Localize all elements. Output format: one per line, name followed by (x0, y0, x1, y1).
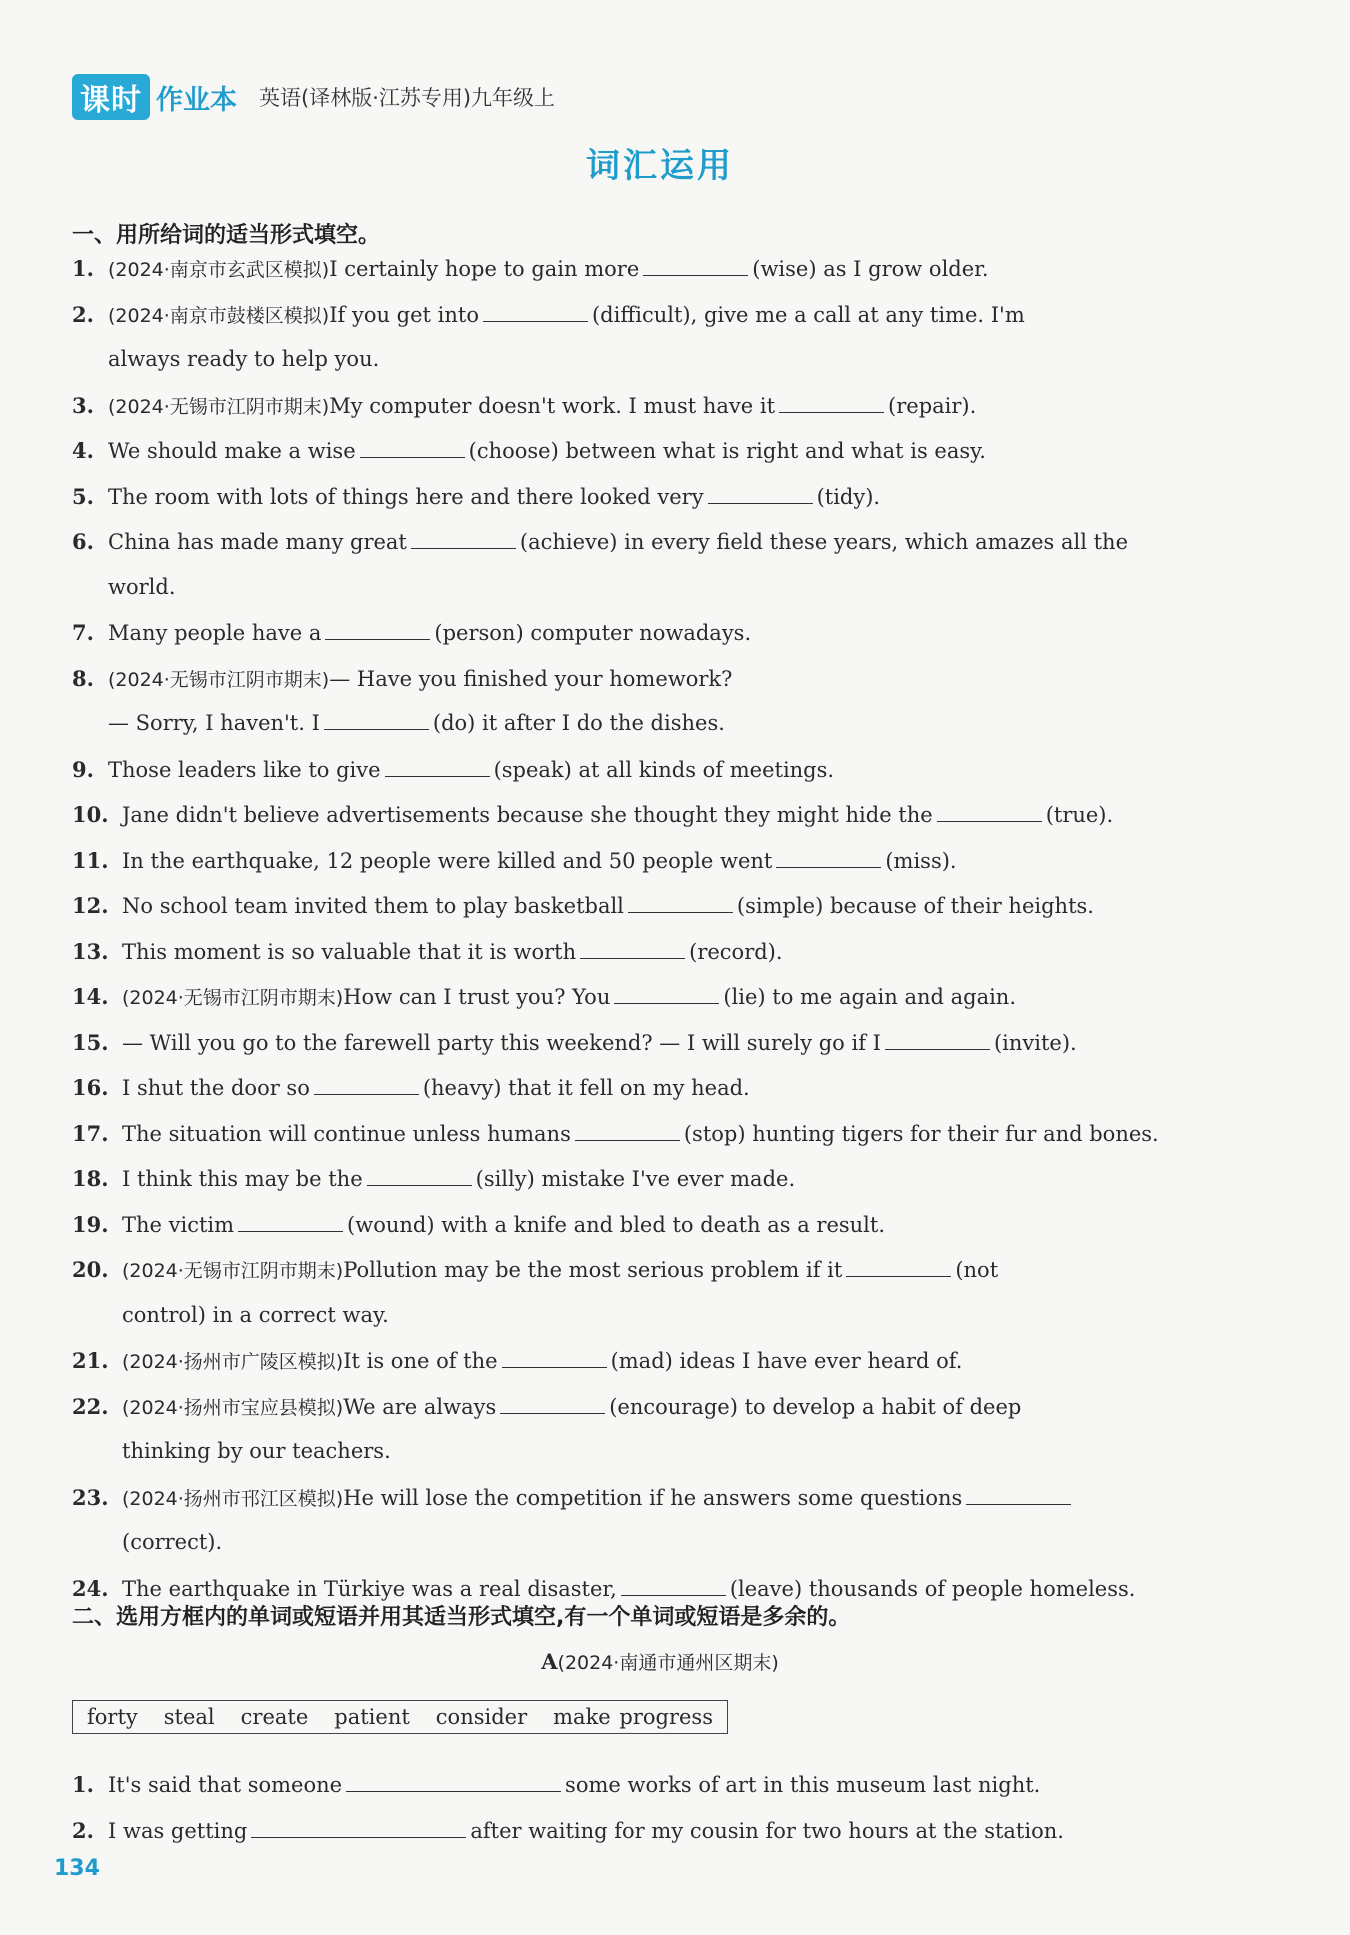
question-source: (2024·无锡市江阴市期末) (122, 1260, 344, 1282)
question-number: 17. (72, 1120, 109, 1146)
word-option: create (240, 1705, 309, 1729)
answer-blank[interactable] (580, 936, 685, 959)
question-text: If you get into (329, 302, 479, 327)
question-number: 4. (72, 438, 94, 463)
question-row (72, 1156, 1257, 1202)
question-text: The earthquake in Türkiye was a real disaster, (122, 1576, 617, 1601)
question-text: It is one of the (343, 1349, 498, 1373)
question-hint: (achieve) in every field these years, which amazes all the (519, 530, 1129, 554)
question-row (72, 883, 1257, 929)
section-1-heading: 一、用所给词的适当形式填空。 (72, 223, 381, 248)
question-row (72, 929, 1257, 975)
question-text: He will lose the competition if he answers some questions (343, 1485, 963, 1510)
question-hint: (lie) to me again and again. (723, 985, 1017, 1009)
question-text: China has made many great (108, 530, 407, 554)
answer-blank[interactable] (314, 1072, 419, 1095)
question-row (72, 1475, 1257, 1522)
question-text: In the earthquake, 12 people were killed and 50 people went (122, 848, 773, 873)
question-source: (2024·扬州市广陵区模拟) (122, 1351, 344, 1373)
question-text: Those leaders like to give (108, 757, 381, 782)
question-row (72, 792, 1257, 838)
question-hint: (wise) as I grow older. (752, 257, 989, 281)
question-row (72, 428, 1257, 474)
word-option: forty (87, 1705, 138, 1729)
question-row (72, 1111, 1257, 1157)
answer-blank[interactable] (575, 1118, 680, 1141)
question-source: (2024·无锡市江阴市期末) (122, 987, 344, 1009)
continuation-hint: (do) it after I do the dishes. (432, 711, 725, 735)
question-row (72, 1247, 1257, 1294)
question-text: I think this may be the (122, 1167, 363, 1191)
question-continuation (108, 337, 379, 382)
question-text: It's said that someone (108, 1773, 343, 1797)
question-number: 6. (72, 529, 94, 554)
question-row (72, 610, 1257, 656)
question-hint: (miss). (885, 848, 957, 873)
answer-blank[interactable] (885, 1027, 990, 1050)
sub-source: (2024·南通市通州区期末) (557, 1652, 779, 1674)
answer-blank[interactable] (385, 754, 490, 777)
brand-name: 作业本 (156, 84, 237, 116)
question-number: 16. (72, 1075, 109, 1100)
question-source: (2024·南京市玄武区模拟) (108, 259, 330, 281)
subject-label: 英语(译林版·江苏专用)九年级上 (259, 86, 556, 110)
question-row (72, 974, 1257, 1021)
question-hint: (invite). (993, 1030, 1077, 1055)
continuation-text: thinking by our teachers. (122, 1439, 391, 1463)
question-text: I certainly hope to gain more (329, 257, 640, 281)
answer-blank[interactable] (251, 1815, 466, 1838)
question-number: 3. (72, 392, 94, 418)
question-source: (2024·南京市鼓楼区模拟) (108, 304, 330, 327)
continuation-text: (correct). (122, 1530, 223, 1554)
answer-blank[interactable] (846, 1254, 951, 1277)
question-number: 15. (72, 1029, 109, 1055)
page-number: 134 (54, 1856, 100, 1881)
continuation-text: world. (108, 574, 176, 599)
question-number: 21. (72, 1348, 109, 1373)
answer-blank[interactable] (500, 1391, 605, 1414)
question-hint: (mad) ideas I have ever heard of. (610, 1349, 963, 1373)
question-continuation (122, 1520, 222, 1565)
question-source: (2024·无锡市江阴市期末) (108, 668, 330, 691)
question-row (72, 1065, 1257, 1111)
question-row (72, 246, 1257, 293)
question-number: 22. (72, 1393, 109, 1419)
question-number: 9. (72, 756, 94, 782)
question-row (72, 1808, 1257, 1854)
question-source: (2024·扬州市宝应县模拟) (122, 1396, 344, 1419)
question-text: — Have you finished your homework? (329, 666, 733, 691)
question-row (72, 1384, 1257, 1431)
sub-letter: A (541, 1649, 558, 1674)
question-row (72, 656, 1257, 703)
answer-blank[interactable] (367, 1163, 472, 1186)
answer-blank[interactable] (628, 890, 733, 913)
question-text-after: after waiting for my cousin for two hours at the station. (470, 1819, 1064, 1843)
continuation-text: control) in a correct way. (122, 1302, 389, 1327)
question-text: The victim (122, 1212, 235, 1237)
question-number: 11. (72, 847, 109, 873)
question-source: (2024·扬州市邗江区模拟) (122, 1487, 344, 1510)
answer-blank[interactable] (776, 845, 881, 868)
answer-blank[interactable] (779, 390, 884, 413)
question-number: 1. (72, 1772, 94, 1797)
word-option: consider (435, 1705, 528, 1729)
question-text: Many people have a (108, 621, 322, 645)
question-hint: (tidy). (816, 484, 881, 509)
question-row (72, 1202, 1257, 1248)
answer-blank[interactable] (238, 1209, 343, 1232)
answer-blank[interactable] (614, 981, 719, 1004)
answer-blank[interactable] (324, 707, 429, 730)
question-row (72, 474, 1257, 520)
question-number: 2. (72, 301, 94, 327)
question-text: We should make a wise (108, 439, 356, 463)
answer-blank[interactable] (502, 1345, 607, 1368)
question-number: 12. (72, 893, 109, 918)
question-hint: (simple) because of their heights. (736, 894, 1094, 918)
question-hint: (silly) mistake I've ever made. (475, 1167, 796, 1191)
word-box (72, 1700, 728, 1734)
question-text: How can I trust you? You (343, 985, 611, 1009)
section-2-heading: 二、选用方框内的单词或短语并用其适当形式填空,有一个单词或短语是多余的。 (72, 1605, 851, 1630)
question-number: 10. (72, 802, 109, 827)
page-title: 词汇运用 (586, 146, 734, 186)
question-text: I was getting (108, 1819, 248, 1843)
question-number: 8. (72, 665, 94, 691)
question-text: No school team invited them to play basketball (122, 894, 624, 918)
question-row (72, 292, 1257, 339)
continuation-text: always ready to help you. (108, 347, 380, 371)
question-number: 14. (72, 984, 109, 1009)
answer-blank[interactable] (708, 481, 813, 504)
question-text: The situation will continue unless humans (122, 1121, 571, 1146)
question-hint: (repair). (888, 393, 977, 418)
question-source: (2024·无锡市江阴市期末) (108, 395, 330, 418)
question-hint: (not (955, 1258, 999, 1282)
question-hint: (choose) between what is right and what is easy. (468, 439, 986, 463)
question-hint: (record). (689, 939, 783, 964)
question-text: This moment is so valuable that it is worth (122, 939, 577, 964)
question-hint: (leave) thousands of people homeless. (729, 1576, 1136, 1601)
question-text: My computer doesn't work. I must have it (329, 393, 776, 418)
answer-blank[interactable] (360, 435, 465, 458)
question-number: 18. (72, 1166, 109, 1191)
question-row (72, 383, 1257, 430)
answer-blank[interactable] (937, 799, 1042, 822)
question-row (72, 838, 1257, 884)
answer-blank[interactable] (643, 253, 748, 276)
question-number: 2. (72, 1818, 94, 1843)
word-option: make progress (553, 1705, 713, 1729)
question-number: 5. (72, 483, 94, 509)
question-text: The room with lots of things here and there looked very (108, 484, 704, 509)
question-row (72, 747, 1257, 793)
question-text: Pollution may be the most serious problem if it (343, 1258, 843, 1282)
answer-blank[interactable] (483, 299, 588, 322)
question-text: We are always (343, 1394, 497, 1419)
answer-blank[interactable] (411, 526, 516, 549)
question-number: 7. (72, 620, 94, 645)
answer-blank[interactable] (966, 1482, 1071, 1505)
question-hint: (stop) hunting tigers for their fur and bones. (683, 1121, 1159, 1146)
continuation-text: — Sorry, I haven't. I (108, 711, 320, 735)
question-row (72, 1762, 1257, 1808)
answer-blank[interactable] (346, 1769, 561, 1792)
answer-blank[interactable] (621, 1573, 726, 1596)
question-continuation (122, 1429, 391, 1474)
question-number: 19. (72, 1211, 109, 1237)
question-text: Jane didn't believe advertisements because she thought they might hide the (122, 803, 933, 827)
brand-logo: 课时 (72, 74, 150, 120)
section-2-subheading (0, 1648, 1320, 1675)
question-number: 1. (72, 256, 94, 281)
question-number: 24. (72, 1575, 109, 1601)
question-text-after: some works of art in this museum last night. (565, 1773, 1041, 1797)
question-hint: (wound) with a knife and bled to death as a result. (347, 1212, 886, 1237)
question-continuation (108, 565, 176, 610)
word-option: steal (163, 1705, 215, 1729)
question-hint: (speak) at all kinds of meetings. (493, 757, 835, 782)
question-number: 23. (72, 1484, 109, 1510)
question-hint: (heavy) that it fell on my head. (422, 1076, 750, 1100)
question-hint: (true). (1045, 803, 1114, 827)
question-row (72, 1338, 1257, 1385)
question-hint: (encourage) to develop a habit of deep (609, 1394, 1022, 1419)
question-continuation (108, 701, 725, 746)
question-hint: (difficult), give me a call at any time. I'm (591, 302, 1025, 327)
page-header (72, 74, 555, 120)
question-number: 13. (72, 938, 109, 964)
word-option: patient (334, 1705, 410, 1729)
question-row (72, 1020, 1257, 1066)
question-text: — Will you go to the farewell party this weekend? — I will surely go if I (122, 1030, 881, 1055)
question-number: 20. (72, 1257, 109, 1282)
question-row (72, 519, 1257, 565)
question-text: I shut the door so (122, 1076, 310, 1100)
question-hint: (person) computer nowadays. (434, 621, 752, 645)
answer-blank[interactable] (325, 617, 430, 640)
question-continuation (122, 1293, 389, 1338)
